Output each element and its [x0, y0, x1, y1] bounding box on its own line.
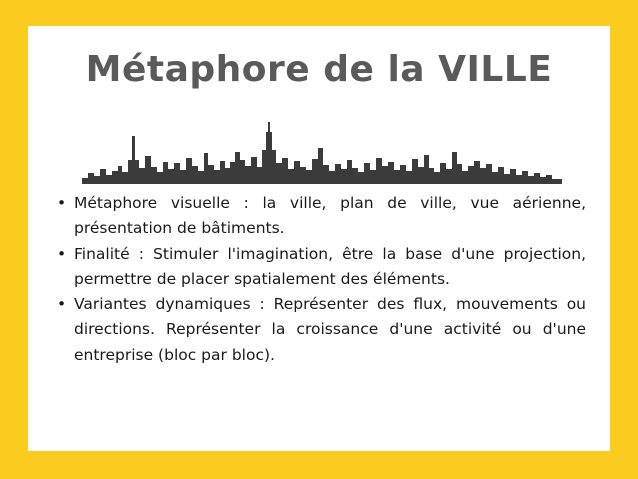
- bullet-text: la ville, plan de ville, vue aérienne, présentation de bâtiments.: [74, 194, 586, 238]
- slide-panel: [28, 26, 610, 451]
- bullet-item-variantes: [56, 292, 586, 368]
- bullet-term: Finalité: [74, 244, 130, 263]
- bullet-list: [56, 191, 586, 368]
- city-skyline-icon: [82, 122, 562, 184]
- slide-title: Métaphore de la VILLE: [85, 49, 553, 90]
- bullet-item-finalite: [56, 242, 586, 293]
- bullet-item-metaphore: [56, 191, 586, 242]
- bullet-point-icon: •: [57, 244, 67, 263]
- bullet-text: Stimuler l'imagination, être la base d'une projection, permettre de placer spatialement des éléments.: [74, 244, 586, 288]
- bullet-point-icon: •: [57, 295, 67, 314]
- bullet-separator: :: [250, 295, 274, 314]
- bullet-term: Métaphore visuelle: [74, 194, 230, 212]
- bullet-term: Variantes dynamiques: [74, 295, 251, 314]
- bullet-separator: :: [129, 244, 154, 263]
- bullet-point-icon: •: [57, 194, 67, 212]
- bullet-separator: :: [229, 194, 263, 212]
- bullet-text: Représenter des flux, mouvements ou directions. Représenter la croissance d'une activité ou d'une entreprise (bloc par bloc).: [74, 295, 587, 364]
